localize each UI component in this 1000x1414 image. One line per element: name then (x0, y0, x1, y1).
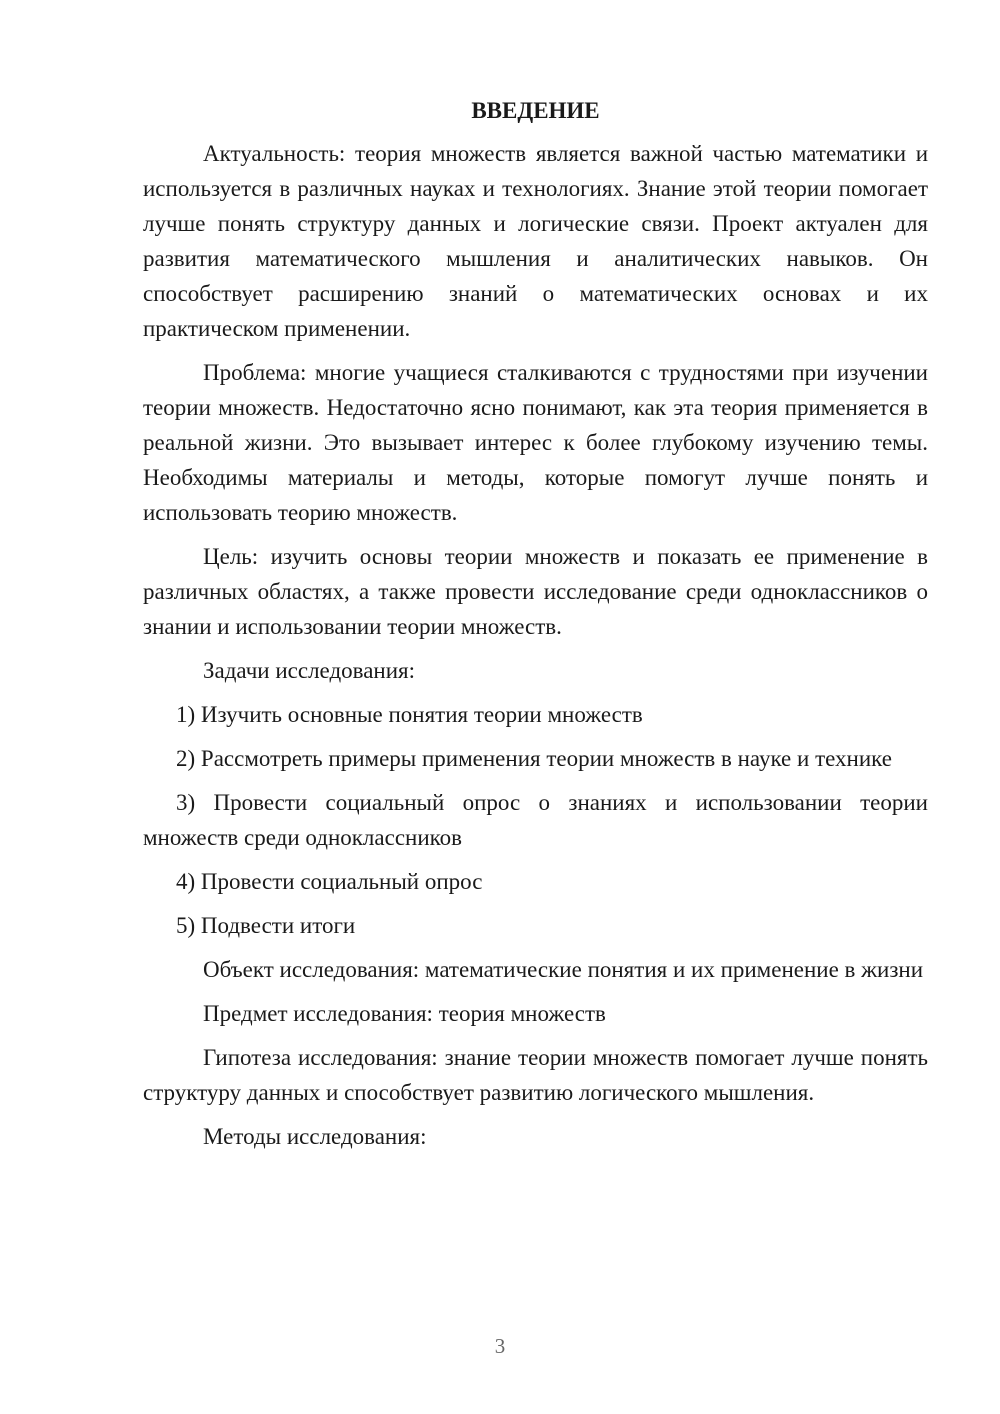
task-item-1: 1) Изучить основные понятия теории множеств (176, 702, 643, 727)
paragraph-relevance: Актуальность: теория множеств является важной частью математики и используется в различных науках и технологиях. Знание этой теории помогает лучше понять структуру данных и логические связи. Проект актуален для развития математического мышления и аналитических навыков. Он способствует расширению знаний о математических основах и их практическом применении. (143, 141, 928, 341)
paragraph-problem: Проблема: многие учащиеся сталкиваются с трудностями при изучении теории множеств. Недостаточно ясно понимают, как эта теория применяется в реальной жизни. Это вызывает интерес к более глубокому изучению темы. Необходимы материалы и методы, которые помогут лучше понять и использовать теорию множеств. (143, 360, 928, 525)
paragraph-subject: Предмет исследования: теория множеств (203, 1001, 606, 1026)
task-item-5: 5) Подвести итоги (176, 913, 356, 938)
paragraph-object: Объект исследования: математические понятия и их применение в жизни (203, 957, 924, 982)
paragraph-hypothesis: Гипотеза исследования: знание теории множеств помогает лучше понять структуру данных и способствует развитию логического мышления. (143, 1045, 928, 1105)
methods-heading: Методы исследования: (203, 1124, 427, 1149)
page-body (143, 96, 928, 1163)
tasks-heading: Задачи исследования: (203, 658, 416, 683)
task-item-3: 3) Провести социальный опрос о знаниях и использовании теории множеств среди одноклассников (143, 790, 928, 850)
task-item-2: 2) Рассмотреть примеры применения теории множеств в науке и технике (176, 746, 892, 771)
page-title: ВВЕДЕНИЕ (471, 98, 600, 123)
task-item-4: 4) Провести социальный опрос (176, 869, 483, 894)
paragraph-goal: Цель: изучить основы теории множеств и показать ее применение в различных областях, а также провести исследование среди одноклассников о знании и использовании теории множеств. (143, 544, 928, 639)
page-number: 3 (494, 1334, 506, 1358)
